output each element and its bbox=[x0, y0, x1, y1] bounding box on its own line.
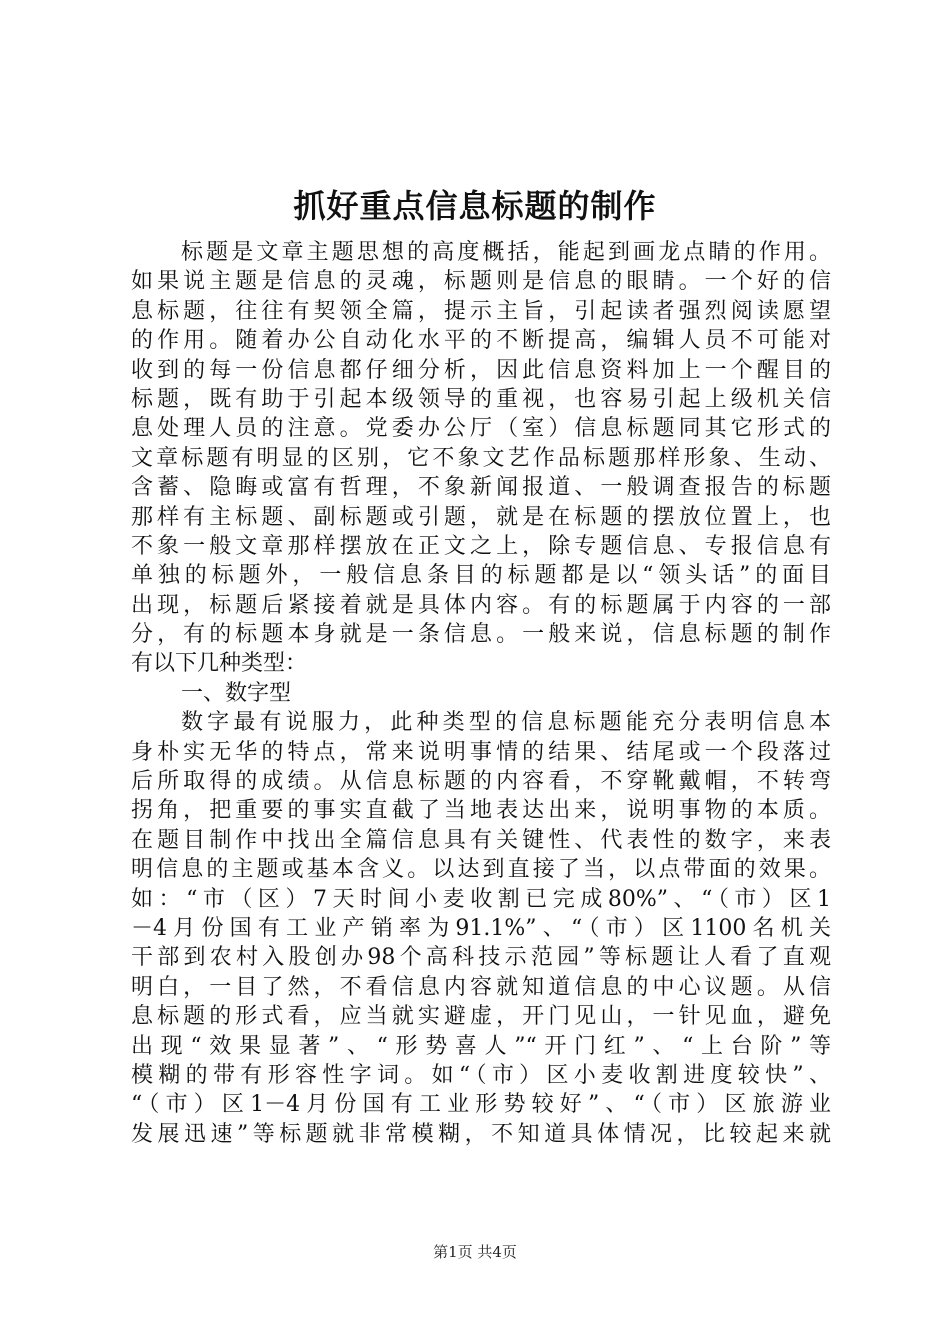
body-line: 后所取得的成绩。从信息标题的内容看，不穿靴戴帽，不转弯 bbox=[131, 769, 831, 795]
body-line: 单独的标题外，一般信息条目的标题都是以“领头话”的面目 bbox=[131, 563, 831, 589]
body-line: 发展迅速”等标题就非常模糊，不知道具体情况，比较起来就 bbox=[131, 1121, 831, 1147]
body-line: 如果说主题是信息的灵魂，标题则是信息的眼睛。一个好的信 bbox=[131, 269, 831, 295]
body-line: 标题，既有助于引起本级领导的重视，也容易引起上级机关信 bbox=[131, 386, 831, 412]
body-line: 文章标题有明显的区别，它不象文艺作品标题那样形象、生动、 bbox=[131, 445, 831, 471]
document-body bbox=[131, 238, 831, 1149]
body-line: 出现“效果显著”、“形势喜人”“开门红”、“上台阶”等 bbox=[131, 1033, 831, 1059]
body-line: “（市）区1－4月份国有工业形势较好”、“（市）区旅游业 bbox=[131, 1092, 831, 1118]
body-line: 一、数字型 bbox=[181, 680, 292, 706]
body-line: 分，有的标题本身就是一条信息。一般来说，信息标题的制作 bbox=[131, 622, 831, 648]
body-line: 息标题的形式看，应当就实避虚，开门见山，一针见血，避免 bbox=[131, 1004, 831, 1030]
body-line: 数字最有说服力，此种类型的信息标题能充分表明信息本 bbox=[181, 710, 831, 736]
body-line: 含蓄、隐晦或富有哲理，不象新闻报道、一般调查报告的标题 bbox=[131, 475, 831, 501]
body-line: 那样有主标题、副标题或引题，就是在标题的摆放位置上，也 bbox=[131, 504, 831, 530]
body-line: 身朴实无华的特点，常来说明事情的结果、结尾或一个段落过 bbox=[131, 739, 831, 765]
body-line: 明白，一目了然，不看信息内容就知道信息的中心议题。从信 bbox=[131, 974, 831, 1000]
body-line: 标题是文章主题思想的高度概括，能起到画龙点睛的作用。 bbox=[181, 240, 831, 265]
body-line: 如：“市（区）7天时间小麦收割已完成80%”、“（市）区1 bbox=[131, 886, 831, 912]
page-footer: 第1页 共4页 bbox=[433, 1243, 517, 1261]
body-line: 息标题，往往有契领全篇，提示主旨，引起读者强烈阅读愿望 bbox=[131, 298, 831, 324]
body-line: 有以下几种类型： bbox=[131, 651, 308, 677]
body-line: －4月份国有工业产销率为91.1%”、“（市）区1100名机关 bbox=[131, 915, 831, 941]
body-line: 收到的每一份信息都仔细分析，因此信息资料加上一个醒目的 bbox=[131, 357, 831, 383]
body-line: 的作用。随着办公自动化水平的不断提高，编辑人员不可能对 bbox=[131, 328, 831, 354]
body-line: 在题目制作中找出全篇信息具有关键性、代表性的数字，来表 bbox=[131, 827, 831, 853]
document-title: 抓好重点信息标题的制作 bbox=[293, 187, 657, 225]
body-line: 干部到农村入股创办98个高科技示范园”等标题让人看了直观 bbox=[131, 945, 831, 971]
body-line: 出现，标题后紧接着就是具体内容。有的标题属于内容的一部 bbox=[131, 592, 831, 618]
body-line: 拐角，把重要的事实直截了当地表达出来，说明事物的本质。 bbox=[131, 798, 831, 824]
body-line: 息处理人员的注意。党委办公厅（室）信息标题同其它形式的 bbox=[131, 416, 831, 442]
body-line: 模糊的带有形容性字词。如“（市）区小麦收割进度较快”、 bbox=[131, 1062, 831, 1088]
body-line: 明信息的主题或基本含义。以达到直接了当，以点带面的效果。 bbox=[131, 857, 831, 883]
body-line: 不象一般文章那样摆放在正文之上，除专题信息、专报信息有 bbox=[131, 533, 831, 559]
